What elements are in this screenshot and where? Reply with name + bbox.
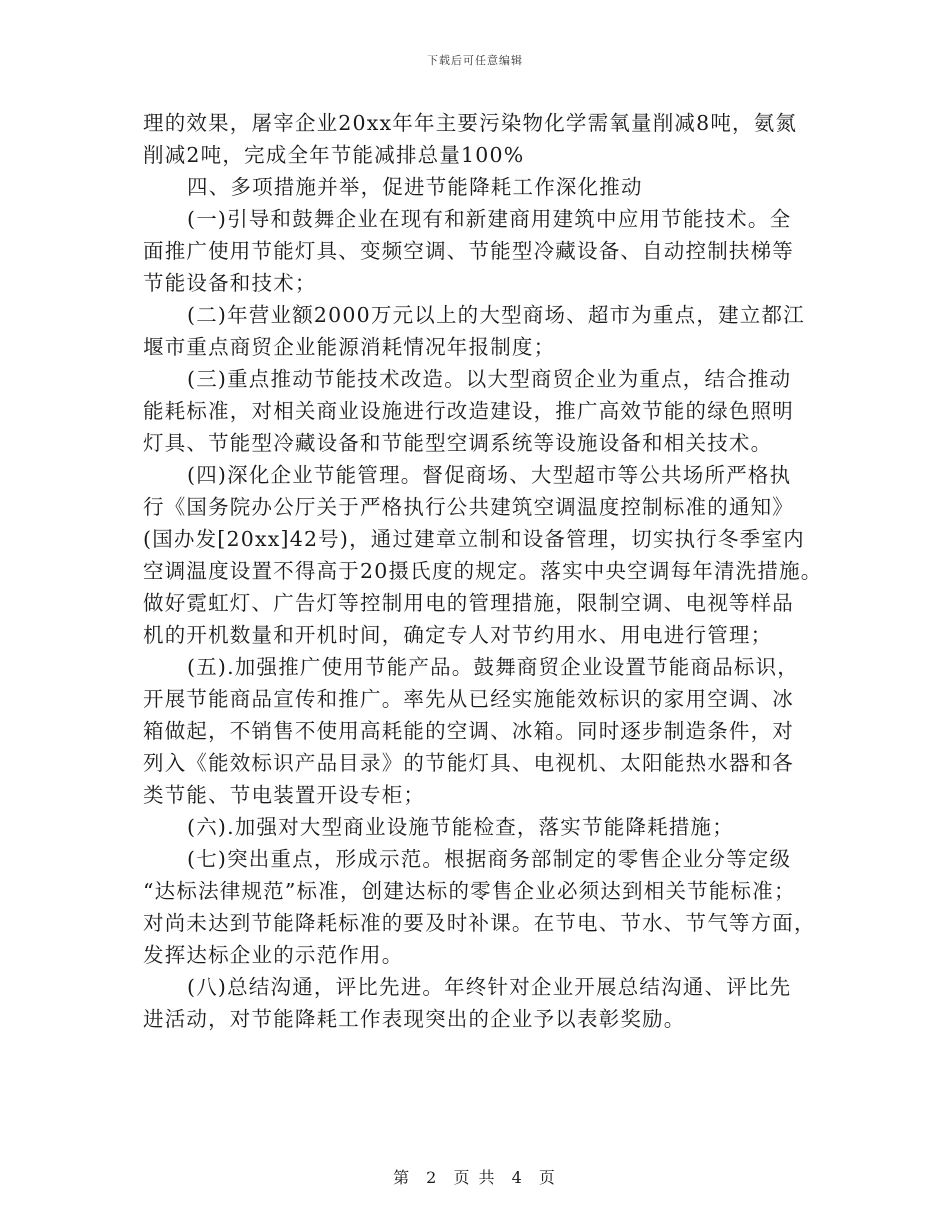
body-line: 箱做起，不销售不使用高耗能的空调、冰箱。同时逐步制造条件，对 (143, 719, 794, 743)
body-line: (七)突出重点，形成示范。根据商务部制定的零售企业分等定级 (187, 847, 792, 871)
body-line: (六).加强对大型商业设施节能检查，落实节能降耗措施； (187, 815, 734, 839)
body-line: 机的开机数量和开机时间，确定专人对节约用水、用电进行管理； (143, 623, 773, 647)
body-line: 列入《能效标识产品目录》的节能灯具、电视机、太阳能热水器和各 (143, 751, 794, 775)
body-line: 堰市重点商贸企业能源消耗情况年报制度； (143, 335, 556, 359)
section-heading: 四、多项措施并举，促进节能降耗工作深化推动 (187, 175, 643, 199)
body-line: 开展节能商品宣传和推广。率先从已经实施能效标识的家用空调、冰 (143, 687, 794, 711)
body-line: (三)重点推动节能技术改造。以大型商贸企业为重点，结合推动 (187, 367, 792, 391)
body-line: 灯具、节能型冷藏设备和节能型空调系统等设施设备和相关技术。 (143, 431, 773, 455)
document-body (143, 107, 823, 1035)
current-page-number: 2 (426, 1168, 439, 1187)
body-line: 节能设备和技术； (143, 271, 317, 295)
page-header: 下载后可任意编辑 (427, 54, 523, 67)
footer-suffix: 页 (538, 1168, 557, 1187)
body-line: 面推广使用节能灯具、变频空调、节能型冷藏设备、自动控制扶梯等 (143, 239, 794, 263)
body-line: 发挥达标企业的示范作用。 (143, 943, 404, 967)
page-footer (0, 1165, 950, 1188)
body-line: (五).加强推广使用节能产品。鼓舞商贸企业设置节能商品标识， (187, 655, 800, 679)
body-line: 理的效果，屠宰企业20xx年年主要污染物化学需氧量削减8吨，氨氮 (143, 111, 798, 135)
body-line: 类节能、节电装置开设专柜； (143, 783, 426, 807)
body-line: 能耗标准，对相关商业设施进行改造建设，推广高效节能的绿色照明 (143, 399, 794, 423)
body-line: 对尚未达到节能降耗标准的要及时补课。在节电、节水、节气等方面， (143, 911, 816, 935)
body-line: “达标法律规范”标准，创建达标的零售企业必须达到相关节能标准； (143, 879, 796, 903)
footer-middle: 页 共 (453, 1168, 497, 1187)
body-line: 空调温度设置不得高于20摄氏度的规定。落实中央空调每年清洗措施。 (143, 559, 823, 583)
body-line: (二)年营业额2000万元以上的大型商场、超市为重点，建立都江 (187, 303, 805, 327)
body-line: 行《国务院办公厅关于严格执行公共建筑空调温度控制标准的通知》 (143, 495, 794, 519)
footer-prefix: 第 (393, 1168, 412, 1187)
body-line: (国办发[20xx]42号)，通过建章立制和设备管理，切实执行冬季室内 (143, 527, 805, 551)
total-pages-number: 4 (511, 1168, 524, 1187)
body-line: 削减2吨，完成全年节能减排总量100% (143, 143, 525, 167)
body-line: (一)引导和鼓舞企业在现有和新建商用建筑中应用节能技术。全 (187, 207, 792, 231)
body-line: 做好霓虹灯、广告灯等控制用电的管理措施，限制空调、电视等样品 (143, 591, 794, 615)
body-line: 进活动，对节能降耗工作表现突出的企业予以表彰奖励。 (143, 1007, 686, 1031)
body-line: (四)深化企业节能管理。督促商场、大型超市等公共场所严格执 (187, 463, 792, 487)
body-line: (八)总结沟通，评比先进。年终针对企业开展总结沟通、评比先 (187, 975, 792, 999)
